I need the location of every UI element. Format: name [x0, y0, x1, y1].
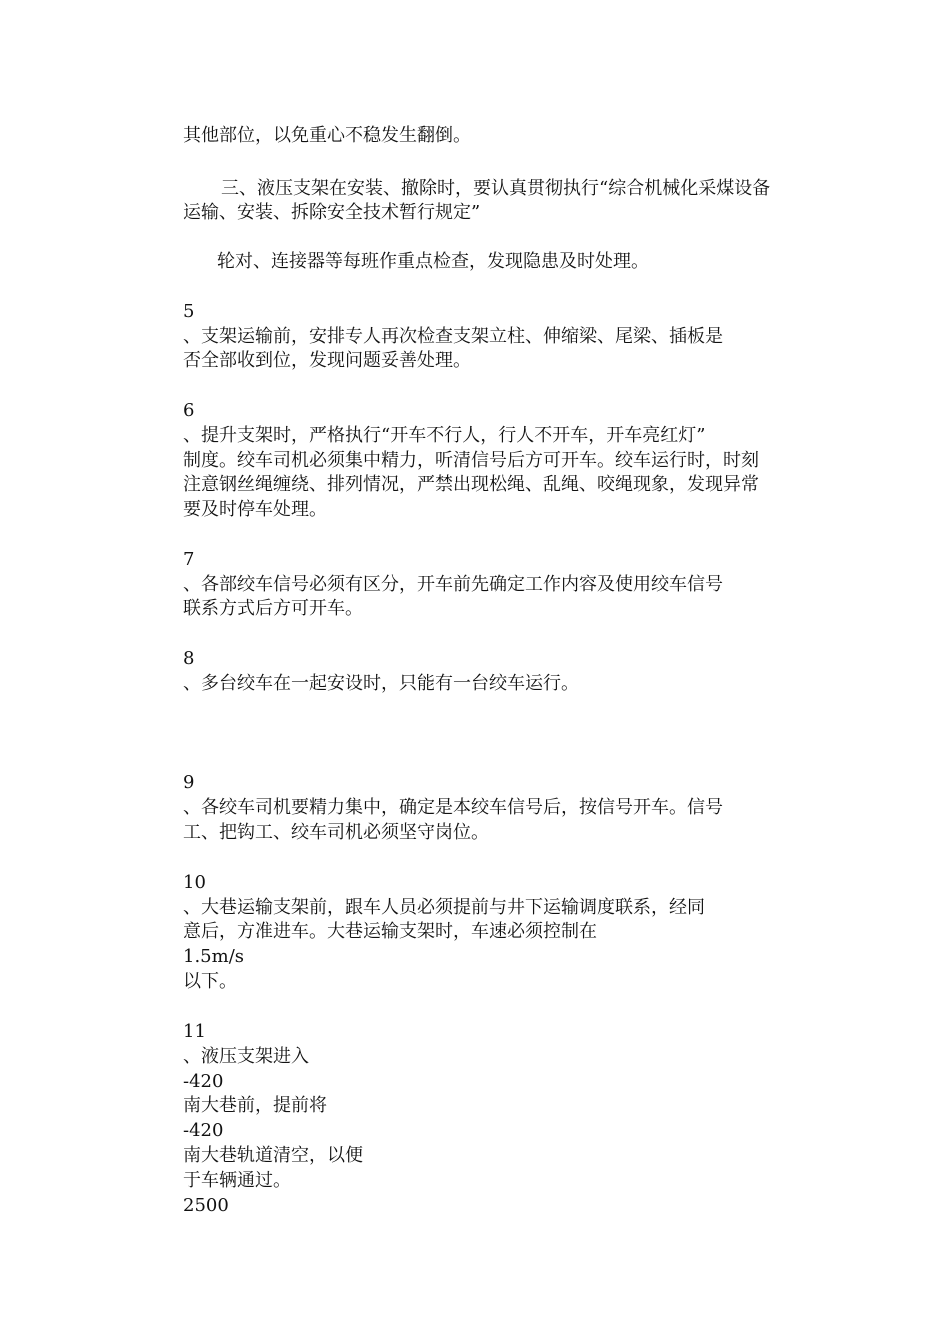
text-line: 于车辆通过。	[183, 1170, 291, 1191]
text-line: 轮对、连接器等每班作重点检查，发现隐患及时处理。	[217, 251, 649, 272]
text-line: 工、把钩工、绞车司机必须坚守岗位。	[183, 822, 489, 843]
text-line: 2500	[183, 1195, 229, 1216]
text-line: 注意钢丝绳缠绕、排列情况，严禁出现松绳、乱绳、咬绳现象，发现异常	[183, 474, 759, 495]
section-heading-line: 三、液压支架在安装、撤除时，要认真贯彻执行“综合机械化采煤设备	[221, 178, 771, 199]
text-line: 意后，方准进车。大巷运输支架时，车速必须控制在	[183, 921, 597, 942]
item-number: 9	[183, 772, 195, 793]
item-number: 8	[183, 648, 195, 669]
item-number: 10	[183, 872, 206, 893]
text-line: 、各绞车司机要精力集中，确定是本绞车信号后，按信号开车。信号	[183, 797, 723, 818]
text-line: 联系方式后方可开车。	[183, 598, 363, 619]
text-line: 、提升支架时，严格执行“开车不行人，行人不开车，开车亮红灯”	[183, 425, 706, 446]
item-number: 6	[183, 400, 195, 421]
text-line: -420	[183, 1120, 224, 1141]
text-line: 、多台绞车在一起安设时，只能有一台绞车运行。	[183, 673, 579, 694]
text-line: 要及时停车处理。	[183, 499, 327, 520]
text-line: 、各部绞车信号必须有区分，开车前先确定工作内容及使用绞车信号	[183, 574, 723, 595]
text-line: 南大巷前，提前将	[183, 1095, 327, 1116]
text-line: 否全部收到位，发现问题妥善处理。	[183, 350, 471, 371]
item-number: 11	[183, 1021, 206, 1042]
text-line: 以下。	[183, 971, 237, 992]
text-line: 、支架运输前，安排专人再次检查支架立柱、伸缩梁、尾梁、插板是	[183, 326, 723, 347]
text-line: 南大巷轨道清空，以便	[183, 1145, 363, 1166]
text-line: 运输、安装、拆除安全技术暂行规定”	[183, 202, 481, 223]
text-line: 1.5m/s	[183, 946, 244, 967]
text-line: 、液压支架进入	[183, 1046, 309, 1067]
text-line: 其他部位，以免重心不稳发生翻倒。	[183, 125, 471, 146]
text-line: 、大巷运输支架前，跟车人员必须提前与井下运输调度联系，经同	[183, 897, 705, 918]
item-number: 7	[183, 549, 195, 570]
text-line: 制度。绞车司机必须集中精力，听清信号后方可开车。绞车运行时，时刻	[183, 450, 759, 471]
text-line: -420	[183, 1071, 224, 1092]
item-number: 5	[183, 301, 195, 322]
